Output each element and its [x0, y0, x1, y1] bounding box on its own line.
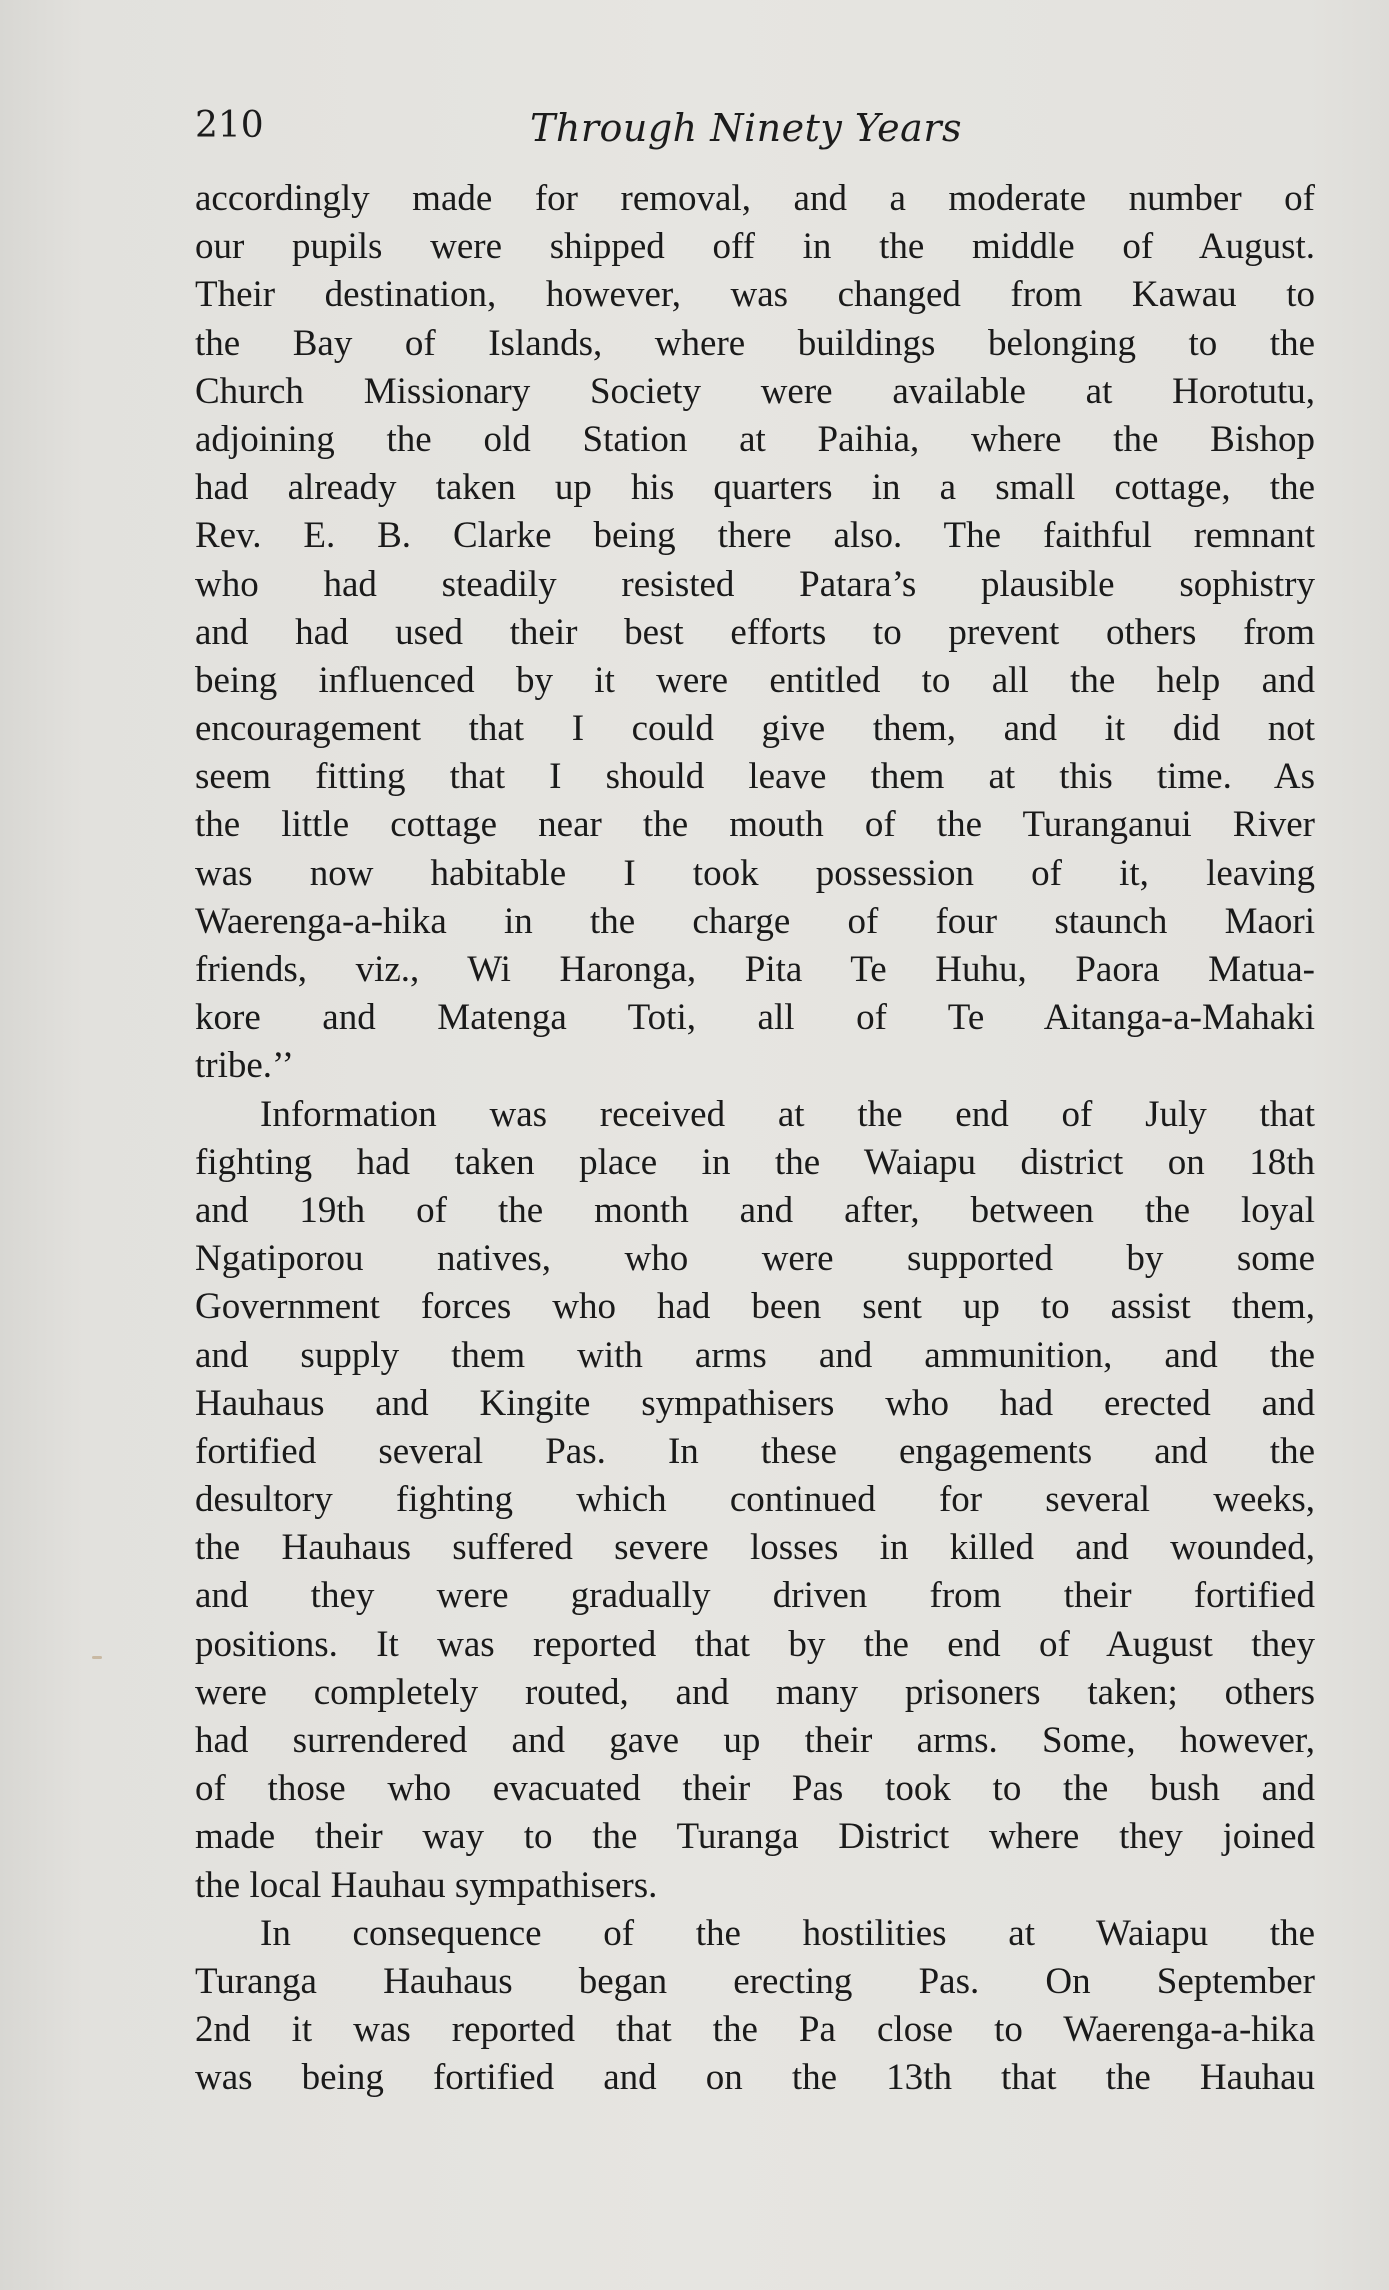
text-line: the little cottage near the mouth of the Turanganui River: [195, 804, 1315, 846]
running-title: Through Ninety Years: [530, 106, 962, 150]
text-line: and supply them with arms and ammunition, and the: [195, 1334, 1315, 1376]
text-line: desultory fighting which continued for several weeks,: [195, 1479, 1315, 1521]
text-line: positions. It was reported that by the end of August they: [195, 1623, 1315, 1665]
text-line: had surrendered and gave up their arms. Some, however,: [195, 1720, 1315, 1761]
text-line: was being fortified and on the 13th that the Hauhau: [195, 2057, 1315, 2099]
text-line: fighting had taken place in the Waiapu district on 18th: [195, 1141, 1315, 1183]
text-line: made their way to the Turanga District where they joined: [195, 1816, 1315, 1858]
paragraph-first-line: In consequence of the hostilities at Waiapu the: [260, 1912, 1315, 1954]
text-line: Waerenga-a-hika in the charge of four staunch Maori: [195, 900, 1315, 942]
text-line: and had used their best efforts to prevent others from: [195, 611, 1315, 653]
text-line: the Hauhaus suffered severe losses in killed and wounded,: [195, 1527, 1315, 1569]
paragraph-end-line: tribe.’’: [195, 1045, 294, 1087]
text-line: were completely routed, and many prisoners taken; others: [195, 1671, 1315, 1713]
text-line: encouragement that I could give them, and it did not: [195, 708, 1315, 750]
text-line: had already taken up his quarters in a small cottage, the: [195, 467, 1315, 509]
text-line: and 19th of the month and after, between the loyal: [195, 1189, 1315, 1231]
text-line: Rev. E. B. Clarke being there also. The faithful remnant: [195, 515, 1315, 557]
body-text: [195, 175, 1315, 2103]
text-line: Government forces who had been sent up to assist them,: [195, 1286, 1315, 1328]
text-line: fortified several Pas. In these engagements and the: [195, 1430, 1315, 1472]
paragraph-first-line: Information was received at the end of July that: [260, 1093, 1315, 1135]
page-number: 210: [195, 105, 264, 146]
text-line: Hauhaus and Kingite sympathisers who had erected and: [195, 1382, 1315, 1424]
text-line: being influenced by it were entitled to all the help and: [195, 659, 1315, 701]
text-line: friends, viz., Wi Haronga, Pita Te Huhu, Paora Matua-: [195, 949, 1315, 990]
paragraph-end-line: the local Hauhau sympathisers.: [195, 1864, 658, 1906]
text-line: of those who evacuated their Pas took to the bush and: [195, 1768, 1315, 1810]
text-line: kore and Matenga Toti, all of Te Aitanga-a-Mahaki: [195, 997, 1315, 1039]
text-line: accordingly made for removal, and a moderate number of: [195, 178, 1315, 219]
text-line: Ngatiporou natives, who were supported by some: [195, 1238, 1315, 1280]
text-line: and they were gradually driven from their fortified: [195, 1575, 1315, 1617]
text-line: who had steadily resisted Patara’s plausible sophistry: [195, 563, 1315, 605]
running-head: [195, 98, 1315, 154]
text-line: the Bay of Islands, where buildings belonging to the: [195, 322, 1315, 364]
paper-blemish: [92, 1656, 102, 1659]
text-line: adjoining the old Station at Paihia, where the Bishop: [195, 418, 1315, 460]
text-line: was now habitable I took possession of it, leaving: [195, 852, 1315, 894]
text-line: Church Missionary Society were available at Horotutu,: [195, 370, 1315, 412]
text-line: Their destination, however, was changed from Kawau to: [195, 274, 1315, 316]
text-line: our pupils were shipped off in the middle of August.: [195, 226, 1315, 268]
text-line: 2nd it was reported that the Pa close to Waerenga-a-hika: [195, 2009, 1315, 2051]
text-line: Turanga Hauhaus began erecting Pas. On September: [195, 1960, 1315, 2002]
text-line: seem fitting that I should leave them at this time. As: [195, 756, 1315, 798]
